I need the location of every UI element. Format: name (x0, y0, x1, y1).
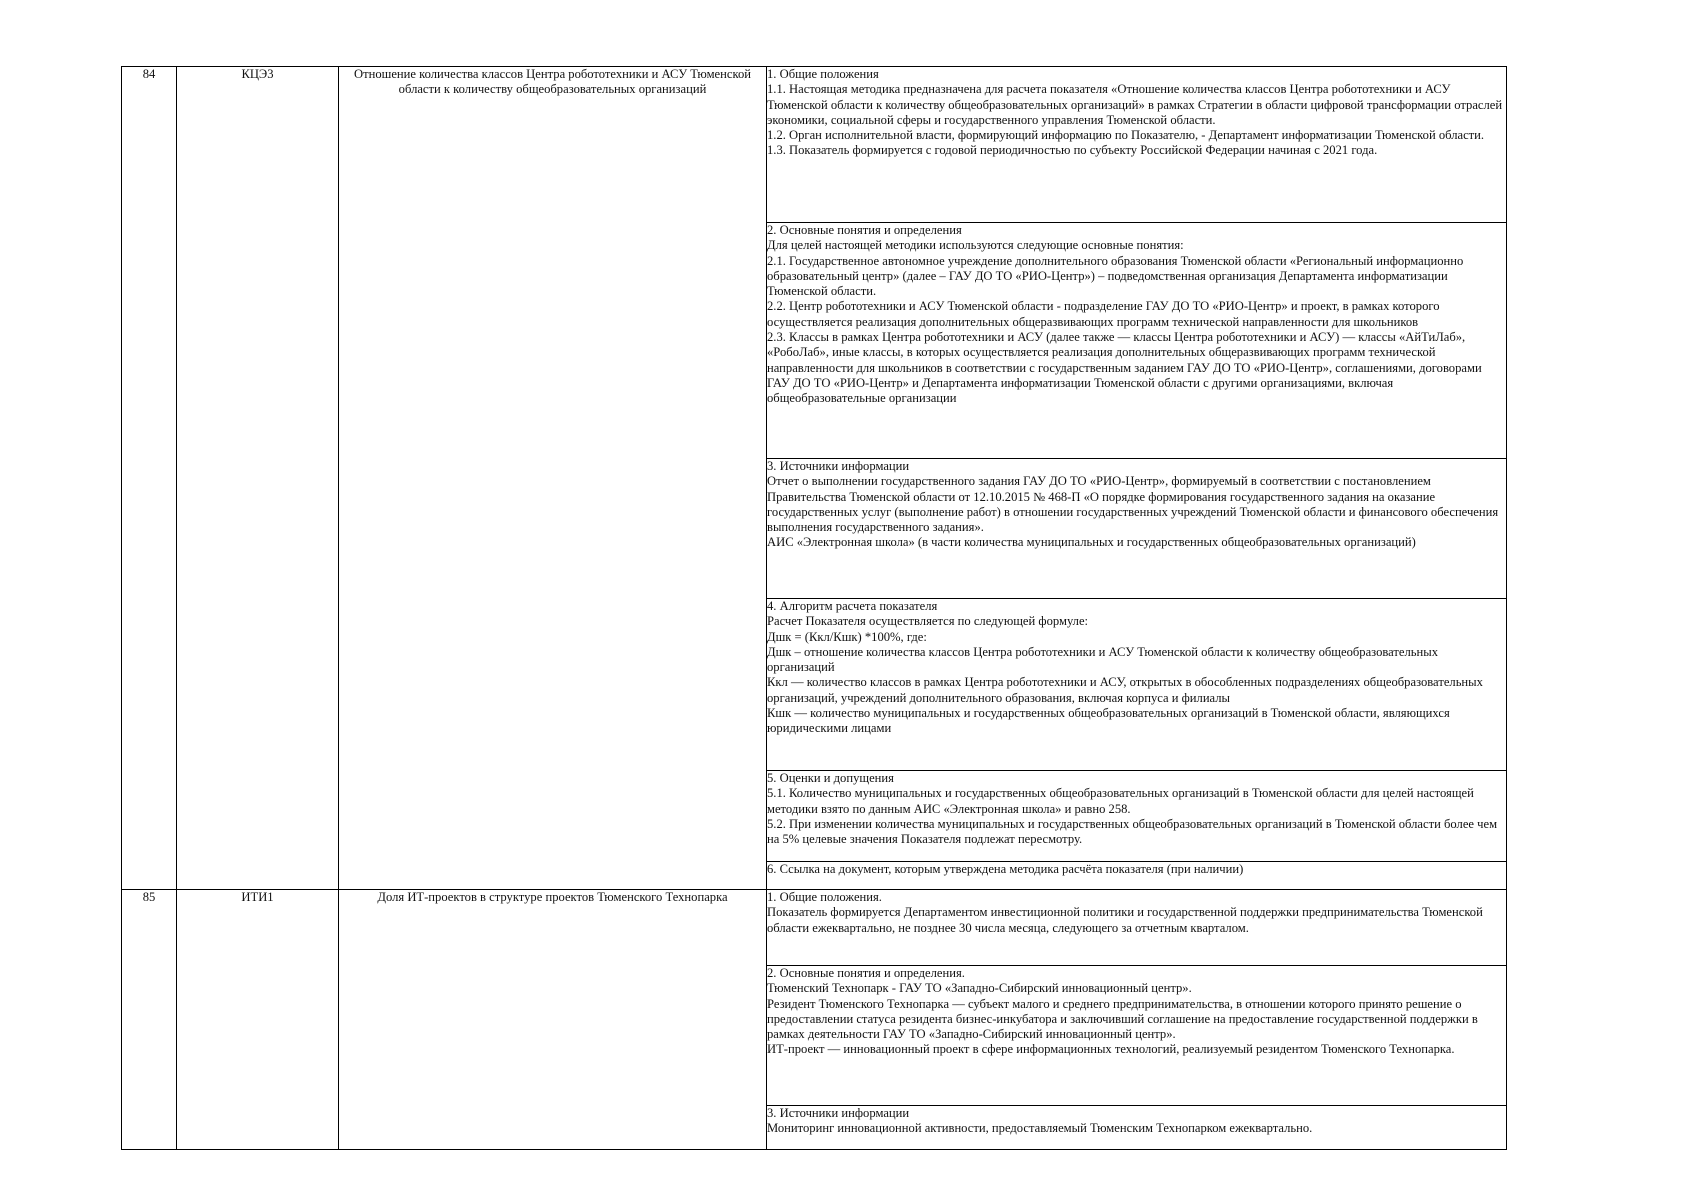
section-text: Показатель формируется Департаментом инвестиционной политики и государственной поддержки предпринимательства Тюменской области ежеквартально, не позднее 30 числа месяца, следующего за отчетным кварталом. (767, 905, 1483, 935)
section-text: 5.1. Количество муниципальных и государственных общеобразовательных организаций в Тюменской области для целей настоящей методики взято по данным АИС «Электронная школа» и равно 258. (767, 786, 1474, 816)
indicator-code: ИТИ1 (177, 890, 339, 1150)
section-text: 2.3. Классы в рамках Центра робототехники и АСУ (далее также — классы Центра робототехники и АСУ) — классы «АйТиЛаб», «РобоЛаб», иные классы, в которых осуществляется реализация дополнительных общеразвивающих программ технической направленности для школьников в соответствии с государственным заданием ГАУ ДО ТО «РИО-Центр», соглашениями, договорами ГАУ ДО ТО «РИО-Центр» и Департамента информатизации Тюменской области с другими организациями, включая общеобразовательные организации (767, 330, 1482, 406)
section-text: Кшк — количество муниципальных и государственных общеобразовательных организаций в Тюменской области, являющихся юридическими лицами (767, 706, 1450, 736)
section-text: Ккл — количество классов в рамках Центра робототехники и АСУ, открытых в обособленных подразделениях общеобразовательных организаций, учреждений дополнительного образования, включая корпуса и филиалы (767, 675, 1483, 705)
section-text: Дшк – отношение количества классов Центра робототехники и АСУ Тюменской области к количеству общеобразовательных организаций (767, 644, 1439, 675)
indicator-code: КЦЭ3 (177, 67, 339, 890)
section-title: 2. Основные понятия и определения. (767, 966, 965, 980)
section-title: 4. Алгоритм расчета показателя (767, 599, 938, 613)
section-title: 2. Основные понятия и определения (767, 223, 962, 237)
section-title: 5. Оценки и допущения (767, 771, 894, 785)
section-text: Отчет о выполнении государственного задания ГАУ ДО ТО «РИО-Центр», формируемый в соответствии с постановлением Правительства Тюменской области от 12.10.2015 № 468-П «О порядке формирования государственного задания на оказание государственных услуг (выполнение работ) в отношении государственных учреждений Тюменской области и финансового обеспечения выполнения государственного задания». (767, 474, 1499, 535)
section-text: 2.2. Центр робототехники и АСУ Тюменской области - подразделение ГАУ ДО ТО «РИО-Центр» и проект, в рамках которого осуществляется реализация дополнительных общеразвивающих программ технической направленности для школьников (767, 299, 1440, 329)
section-cell (767, 1106, 1507, 1150)
section-text: Расчет Показателя осуществляется по следующей формуле: (767, 614, 1089, 629)
indicator-name: Доля ИТ-проектов в структуре проектов Тюменского Технопарка (339, 890, 767, 1150)
section-cell (767, 67, 1507, 223)
section-text: Тюменский Технопарк - ГАУ ТО «Западно-Сибирский инновационный центр». (767, 981, 1192, 996)
section-text: Резидент Тюменского Технопарка — субъект малого и среднего предпринимательства, в отношении которого принято решение о предоставлении статуса резидента бизнес-инкубатора и заключивший соглашение на предоставление государственной поддержки в рамках деятельности ГАУ ТО «Западно-Сибирский инновационный центр». (767, 996, 1478, 1042)
section-cell (767, 599, 1507, 771)
section-text: Мониторинг инновационной активности, предоставляемый Тюменским Технопарком ежеквартально. (767, 1121, 1313, 1136)
section-text: ИТ-проект — инновационный проект в сфере информационных технологий, реализуемый резидентом Тюменского Технопарка. (767, 1042, 1455, 1057)
section-text: 2.1. Государственное автономное учреждение дополнительного образования Тюменской области «Региональный информационно образовательный центр» (далее – ГАУ ДО ТО «РИО-Центр») – подведомственная организация Департамента информатизации Тюменской области. (767, 253, 1464, 299)
section-cell (767, 862, 1507, 890)
methodology-table (121, 66, 1507, 1150)
section-text: 1.1. Настоящая методика предназначена для расчета показателя «Отношение количества классов Центра робототехники и АСУ Тюменской области к количеству общеобразовательных организаций» в рамках Стратегии в области цифровой трансформации отраслей экономики, социальной сферы и государственного управления Тюменской области. (767, 82, 1503, 127)
section-cell (767, 771, 1507, 862)
section-cell (767, 890, 1507, 966)
table-row-85 (122, 890, 1507, 966)
row-number: 85 (122, 890, 177, 1150)
row-number: 84 (122, 67, 177, 890)
indicator-name: Отношение количества классов Центра робототехники и АСУ Тюменской области к количеству общеобразовательных организаций (339, 67, 767, 890)
section-title: 1. Общие положения. (767, 890, 882, 904)
section-text: АИС «Электронная школа» (в части количества муниципальных и государственных общеобразовательных организаций) (767, 535, 1416, 550)
section-title: 3. Источники информации (767, 1106, 910, 1120)
section-text: Дшк = (Ккл/Кшк) *100%, где: (767, 629, 927, 644)
section-cell (767, 966, 1507, 1106)
section-text: 5.2. При изменении количества муниципальных и государственных общеобразовательных организаций в Тюменской области более чем на 5% целевые значения Показателя подлежат пересмотру. (767, 816, 1498, 847)
section-title: 6. Ссылка на документ, которым утверждена методика расчёта показателя (при наличии) (767, 862, 1244, 876)
section-title: 1. Общие положения (767, 67, 879, 81)
section-cell (767, 223, 1507, 459)
table-row-84 (122, 67, 1507, 223)
section-text: Для целей настоящей методики используются следующие основные понятия: (767, 238, 1184, 253)
section-text: 1.2. Орган исполнительной власти, формирующий информацию по Показателю, - Департамент информатизации Тюменской области. (767, 128, 1485, 143)
section-text: 1.3. Показатель формируется с годовой периодичностью по субъекту Российской Федерации начиная с 2021 года. (767, 143, 1378, 158)
section-title: 3. Источники информации (767, 459, 910, 473)
section-cell (767, 459, 1507, 599)
